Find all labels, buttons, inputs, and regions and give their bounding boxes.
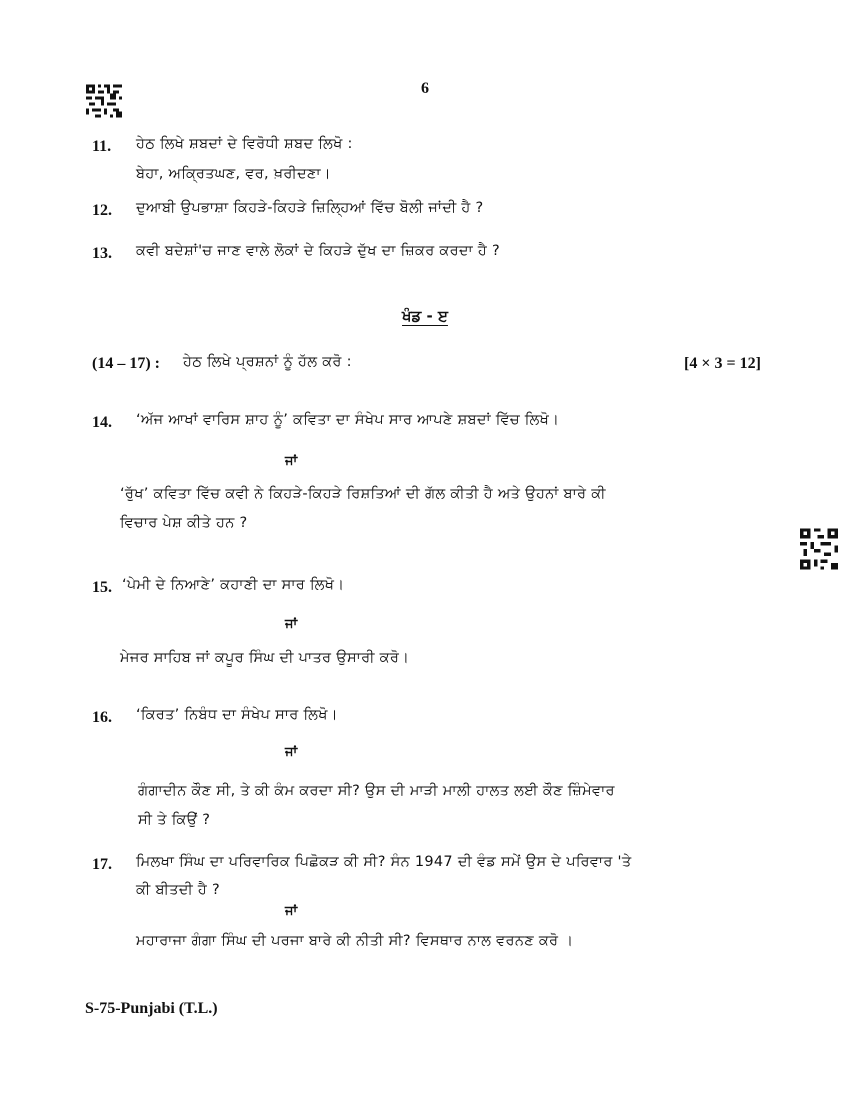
or-label: ਜਾਂ	[285, 617, 298, 632]
question-number: 13.	[92, 245, 112, 262]
or-label: ਜਾਂ	[285, 904, 298, 919]
question-text: ‘ਕਿਰਤ’ ਨਿਬੰਧ ਦਾ ਸੰਖੇਪ ਸਾਰ ਲਿਖੋ।	[136, 707, 338, 723]
or-label: ਜਾਂ	[285, 454, 298, 469]
section-title: ਖੰਡ - ੲ	[402, 307, 448, 325]
question-range: (14 – 17) :	[92, 355, 160, 372]
question-number: 16.	[92, 709, 112, 726]
alternative-question-text: ਵਿਚਾਰ ਪੇਸ਼ ਕੀਤੇ ਹਨ ?	[120, 515, 248, 531]
alternative-question-text: ਮੇਜਰ ਸਾਹਿਬ ਜਾਂ ਕਪੂਰ ਸਿੰਘ ਦੀ ਪਾਤਰ ਉਸਾਰੀ ਕਰੋ।	[120, 650, 410, 666]
question-text: ਕਵੀ ਬਦੇਸ਼ਾਂ'ਚ ਜਾਣ ਵਾਲੇ ਲੋਕਾਂ ਦੇ ਕਿਹੜੇ ਦੁੱਖ ਦਾ ਜ਼ਿਕਰ ਕਰਦਾ ਹੈ ?	[136, 243, 500, 259]
question-text: ਹੇਠ ਲਿਖੇ ਸ਼ਬਦਾਂ ਦੇ ਵਿਰੋਧੀ ਸ਼ਬਦ ਲਿਖੋ :	[136, 136, 353, 152]
question-text: ‘ਅੱਜ ਆਖਾਂ ਵਾਰਿਸ ਸ਼ਾਹ ਨੂੰ’ ਕਵਿਤਾ ਦਾ ਸੰਖੇਪ ਸਾਰ ਆਪਣੇ ਸ਼ਬਦਾਂ ਵਿੱਚ ਲਿਖੋ।	[136, 412, 560, 428]
question-text: ਦੁਆਬੀ ਉਪਭਾਸ਼ਾ ਕਿਹੜੇ-ਕਿਹੜੇ ਜ਼ਿਲ੍ਹਿਆਂ ਵਿੱਚ ਬੋਲੀ ਜਾਂਦੀ ਹੈ ?	[136, 200, 484, 216]
question-text-line: ਬੇਹਾ, ਅਕ੍ਰਿਤਘਣ, ਵਰ, ਖ਼ਰੀਦਣਾ।	[136, 166, 331, 182]
alternative-question-text: ‘ਰੁੱਖ’ ਕਵਿਤਾ ਵਿੱਚ ਕਵੀ ਨੇ ਕਿਹੜੇ-ਕਿਹੜੇ ਰਿਸ਼ਤਿਆਂ ਦੀ ਗੱਲ ਕੀਤੀ ਹੈ ਅਤੇ ਉਹਨਾਂ ਬਾਰੇ ਕੀ	[120, 486, 606, 502]
question-text-line: ਕੀ ਬੀਤਦੀ ਹੈ ?	[136, 882, 221, 898]
qr-code-icon	[800, 528, 838, 570]
alternative-question-text: ਗੰਗਾਦੀਨ ਕੌਣ ਸੀ, ਤੇ ਕੀ ਕੰਮ ਕਰਦਾ ਸੀ? ਉਸ ਦੀ ਮਾੜੀ ਮਾਲੀ ਹਾਲਤ ਲਈ ਕੌਣ ਜ਼ਿੰਮੇਵਾਰ	[138, 783, 615, 799]
or-label: ਜਾਂ	[285, 745, 298, 760]
question-number: 11.	[92, 138, 112, 155]
section-instruction: ਹੇਠ ਲਿਖੇ ਪ੍ਰਸ਼ਨਾਂ ਨੂੰ ਹੱਲ ਕਰੋ :	[183, 354, 352, 370]
question-text: ‘ਪੇਮੀ ਦੇ ਨਿਆਣੇ’ ਕਹਾਣੀ ਦਾ ਸਾਰ ਲਿਖੋ।	[122, 577, 345, 593]
page-footer: S-75-Punjabi (T.L.)	[85, 1000, 218, 1017]
page-number: 6	[421, 80, 429, 97]
alternative-question-text: ਮਹਾਰਾਜਾ ਗੰਗਾ ਸਿੰਘ ਦੀ ਪਰਜਾ ਬਾਰੇ ਕੀ ਨੀਤੀ ਸੀ? ਵਿਸਥਾਰ ਨਾਲ ਵਰਨਣ ਕਰੋ ।	[136, 933, 574, 949]
alternative-question-text: ਸੀ ਤੇ ਕਿਉਂ ?	[138, 812, 211, 828]
question-number: 14.	[92, 414, 112, 431]
marks-label: [4 × 3 = 12]	[684, 355, 761, 372]
question-number: 17.	[92, 856, 112, 873]
section-heading	[0, 306, 850, 325]
question-text: ਮਿਲਖਾ ਸਿੰਘ ਦਾ ਪਰਿਵਾਰਿਕ ਪਿਛੋਕੜ ਕੀ ਸੀ? ਸੰਨ 1947 ਦੀ ਵੰਡ ਸਮੇਂ ਉਸ ਦੇ ਪਰਿਵਾਰ 'ਤੇ	[136, 854, 632, 870]
question-number: 15.	[92, 579, 112, 596]
question-number: 12.	[92, 202, 112, 219]
